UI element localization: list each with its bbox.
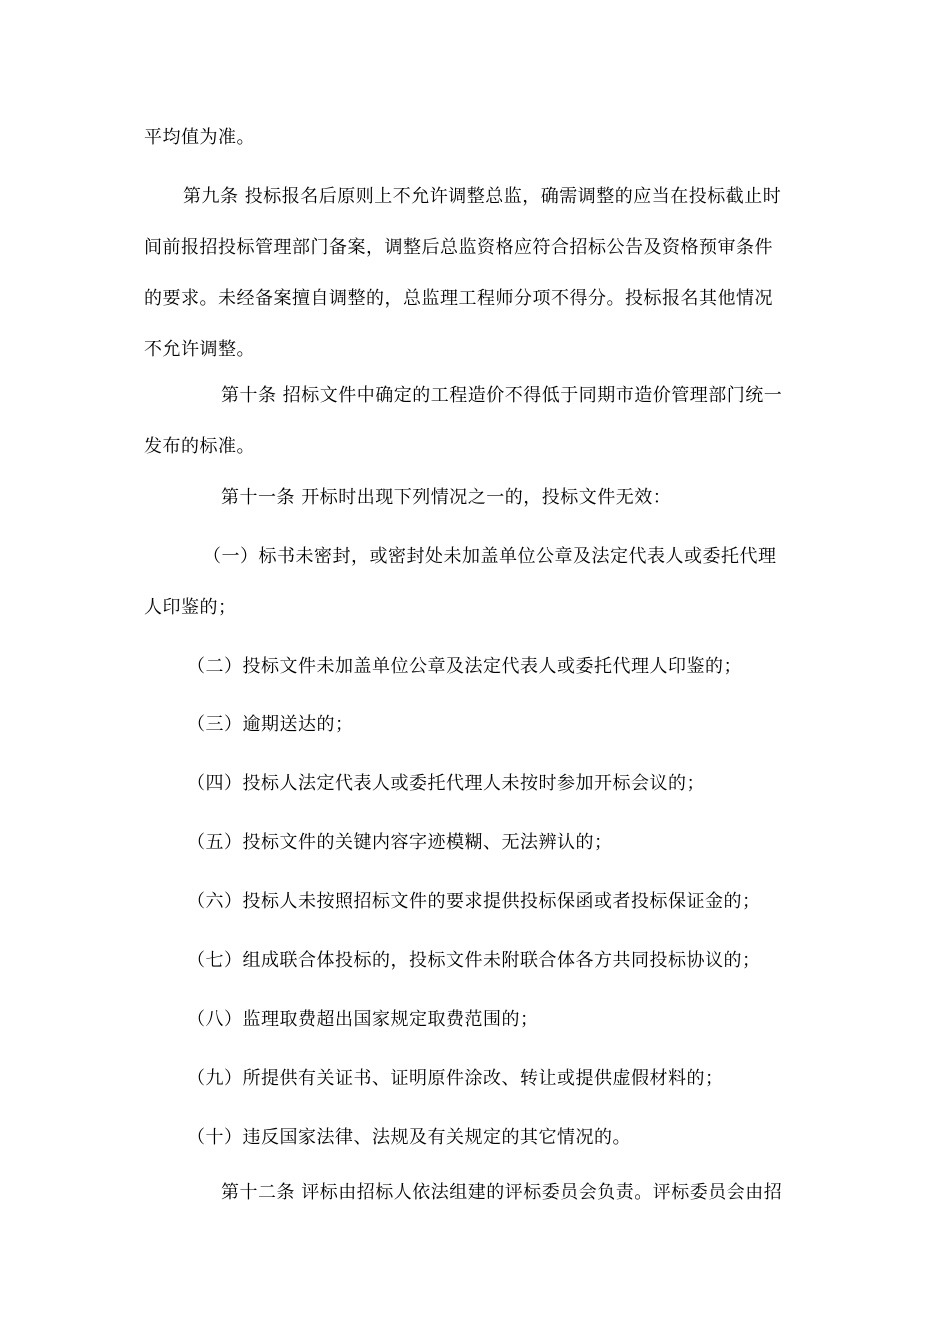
article-9-line-2: 间前报招投标管理部门备案，调整后总监资格应符合招标公告及资格预审条件 — [144, 237, 773, 258]
clause-6: （六）投标人未按照招标文件的要求提供投标保函或者投标保证金的； — [187, 891, 761, 912]
article-9-line-1: 第九条 投标报名后原则上不允许调整总监，确需调整的应当在投标截止时 — [183, 186, 782, 207]
clause-3: （三）逾期送达的； — [187, 714, 354, 735]
clause-9: （九）所提供有关证书、证明原件涂改、转让或提供虚假材料的； — [187, 1068, 724, 1089]
clause-1-line-2: 人印鉴的； — [144, 597, 237, 618]
article-9-line-4: 不允许调整。 — [144, 339, 255, 360]
clause-8: （八）监理取费超出国家规定取费范围的； — [187, 1009, 539, 1030]
clause-5: （五）投标文件的关键内容字迹模糊、无法辨认的； — [187, 832, 613, 853]
clause-7: （七）组成联合体投标的，投标文件未附联合体各方共同投标协议的； — [187, 950, 761, 971]
clause-10: （十）违反国家法律、法规及有关规定的其它情况的。 — [187, 1127, 631, 1148]
clause-2: （二）投标文件未加盖单位公章及法定代表人或委托代理人印鉴的； — [187, 656, 742, 677]
text-line-1: 平均值为准。 — [144, 127, 255, 148]
clause-4: （四）投标人法定代表人或委托代理人未按时参加开标会议的； — [187, 773, 705, 794]
article-9-line-3: 的要求。未经备案擅自调整的，总监理工程师分项不得分。投标报名其他情况 — [144, 288, 773, 309]
article-11-heading: 第十一条 开标时出现下列情况之一的，投标文件无效： — [221, 487, 672, 508]
article-12-line-1: 第十二条 评标由招标人依法组建的评标委员会负责。评标委员会由招 — [221, 1182, 783, 1203]
article-10-line-1: 第十条 招标文件中确定的工程造价不得低于同期市造价管理部门统一 — [221, 385, 783, 406]
article-10-line-2: 发布的标准。 — [144, 436, 255, 457]
clause-1-line-1: （一）标书未密封，或密封处未加盖单位公章及法定代表人或委托代理 — [203, 546, 777, 567]
